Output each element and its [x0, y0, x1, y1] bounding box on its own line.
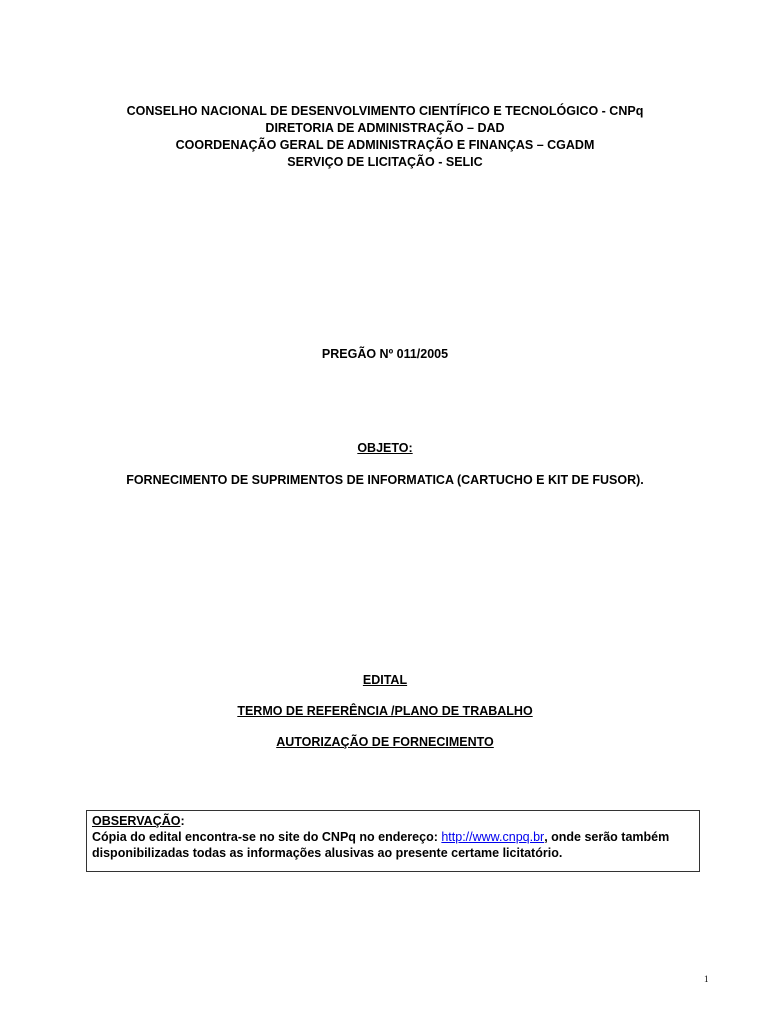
objeto-text: FORNECIMENTO DE SUPRIMENTOS DE INFORMATICA (CARTUCHO E KIT DE FUSOR).	[126, 473, 644, 487]
page-number: 1	[704, 974, 709, 984]
observacao-text-after: , onde serão também disponibilizadas todas as informações alusivas ao presente certame licitatório.	[92, 830, 670, 860]
observacao-body	[92, 829, 694, 861]
termo-heading-text: TERMO DE REFERÊNCIA /PLANO DE TRABALHO	[237, 704, 533, 718]
header-line-service: SERVIÇO DE LICITAÇÃO - SELIC	[287, 155, 483, 169]
autorizacao-heading	[0, 735, 770, 749]
observacao-label: OBSERVAÇÃO	[92, 814, 181, 828]
objeto-label-text: OBJETO:	[357, 441, 413, 455]
observacao-box	[86, 810, 700, 872]
edital-heading-text: EDITAL	[362, 673, 408, 687]
termo-heading	[0, 704, 770, 718]
objeto-label	[0, 441, 770, 455]
pregao-title: PREGÃO Nº 011/2005	[321, 347, 449, 361]
header-line-directorate: DIRETORIA DE ADMINISTRAÇÃO – DAD	[265, 121, 505, 135]
cnpq-site-link[interactable]: http://www.cnpq.br	[441, 830, 545, 844]
autorizacao-heading-text: AUTORIZAÇÃO DE FORNECIMENTO	[276, 735, 494, 749]
observacao-title	[92, 813, 694, 829]
observacao-text-before: Cópia do edital encontra-se no site do CNPq no endereço:	[92, 830, 442, 844]
header-line-coordination: COORDENAÇÃO GERAL DE ADMINISTRAÇÃO E FINANÇAS – CGADM	[175, 138, 595, 152]
header-line-institution: CONSELHO NACIONAL DE DESENVOLVIMENTO CIENTÍFICO E TECNOLÓGICO - CNPq	[126, 104, 644, 118]
edital-heading	[0, 673, 770, 687]
document-header	[0, 103, 770, 171]
observacao-colon: :	[180, 814, 185, 828]
